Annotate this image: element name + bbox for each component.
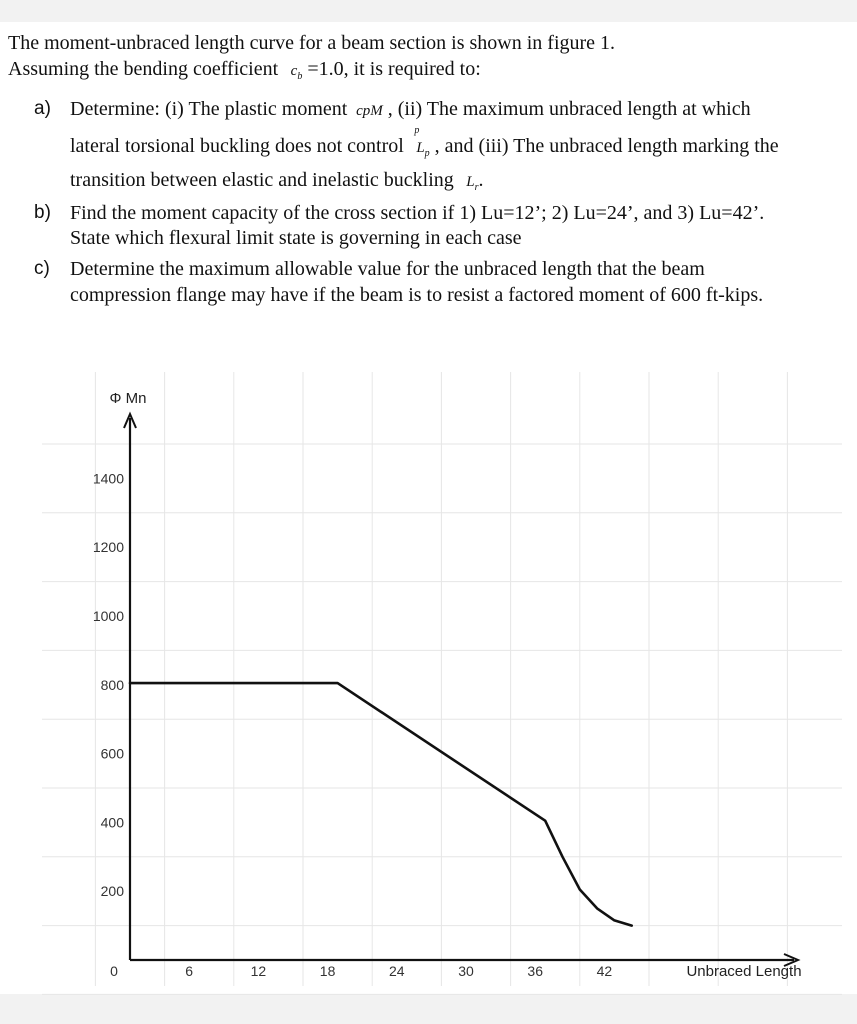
x-tick-label: 30 (458, 963, 474, 979)
data-point (562, 856, 564, 858)
question-a-line-2: lateral torsional buckling does not control $L_p$ , and (iii) The unbraced length marking the (70, 135, 779, 159)
data-point (129, 682, 131, 684)
y-axis-label: Φ Mn (109, 390, 147, 407)
x-tick-label: 42 (596, 963, 613, 979)
y-tick-label: 200 (100, 883, 124, 900)
y-tick-label: 1000 (92, 608, 124, 624)
question-c-label: c) (34, 258, 50, 279)
question-a-line-1: Determine: (i) The plastic moment cpM p , (ii) The maximum unbraced length at which (70, 98, 751, 136)
y-tick-label: 1200 (92, 539, 124, 556)
x-tick-label: 12 (250, 963, 267, 979)
y-tick-label: 600 (100, 745, 124, 762)
x-tick-label: 6 (185, 963, 194, 979)
data-point (544, 820, 546, 822)
data-point (579, 889, 581, 891)
lr-symbol: $L_r$ (466, 174, 479, 193)
intro-line-2 (8, 56, 615, 90)
question-a-label: a) (34, 98, 51, 119)
cb-symbol: $c_b$ (290, 63, 303, 82)
data-point (596, 908, 598, 910)
intro-line-1: The moment-unbraced length curve for a beam section is shown in figure 1. (8, 32, 616, 54)
problem-sheet (0, 22, 857, 994)
x-tick-label: 0 (110, 963, 118, 979)
chart-labels (110, 390, 802, 980)
chart-svg (42, 346, 842, 996)
data-point (631, 925, 633, 927)
x-tick-label: 24 (389, 963, 405, 979)
intro-line-2-start: Assuming the bending coefficient (8, 58, 279, 80)
x-tick-label: 18 (319, 963, 336, 979)
question-c-line-2: compression flange may have if the beam is to resist a factored moment of 600 ft-kips. (70, 284, 764, 306)
question-b-label: b) (34, 202, 51, 223)
question-a-line-3: transition between elastic and inelastic buckling $L_r$. (70, 169, 484, 193)
chart-axes (124, 414, 798, 966)
intro-line-2-end: =1.0, it is required to: (307, 58, 481, 80)
y-tick-label: 1400 (92, 470, 124, 487)
y-tick-label: 800 (100, 676, 124, 693)
phi-mp-symbol: cpM p (356, 103, 420, 136)
chart-ticks (93, 470, 613, 979)
data-point (614, 920, 616, 922)
x-axis-label: Unbraced Length (686, 963, 802, 980)
data-point (337, 682, 339, 684)
question-b-line-2: State which flexural limit state is governing in each case (70, 227, 522, 249)
x-tick-label: 36 (527, 963, 543, 979)
moment-unbraced-length-chart (42, 346, 842, 996)
y-tick-label: 400 (100, 814, 124, 831)
problem-intro (8, 30, 615, 90)
question-b-line-1: Find the moment capacity of the cross section if 1) Lu=12’; 2) Lu=24’, and 3) Lu=42’. (70, 202, 765, 224)
question-c-line-1: Determine the maximum allowable value for the unbraced length that the beam (70, 258, 705, 280)
lp-symbol: $L_p$ (416, 140, 430, 159)
